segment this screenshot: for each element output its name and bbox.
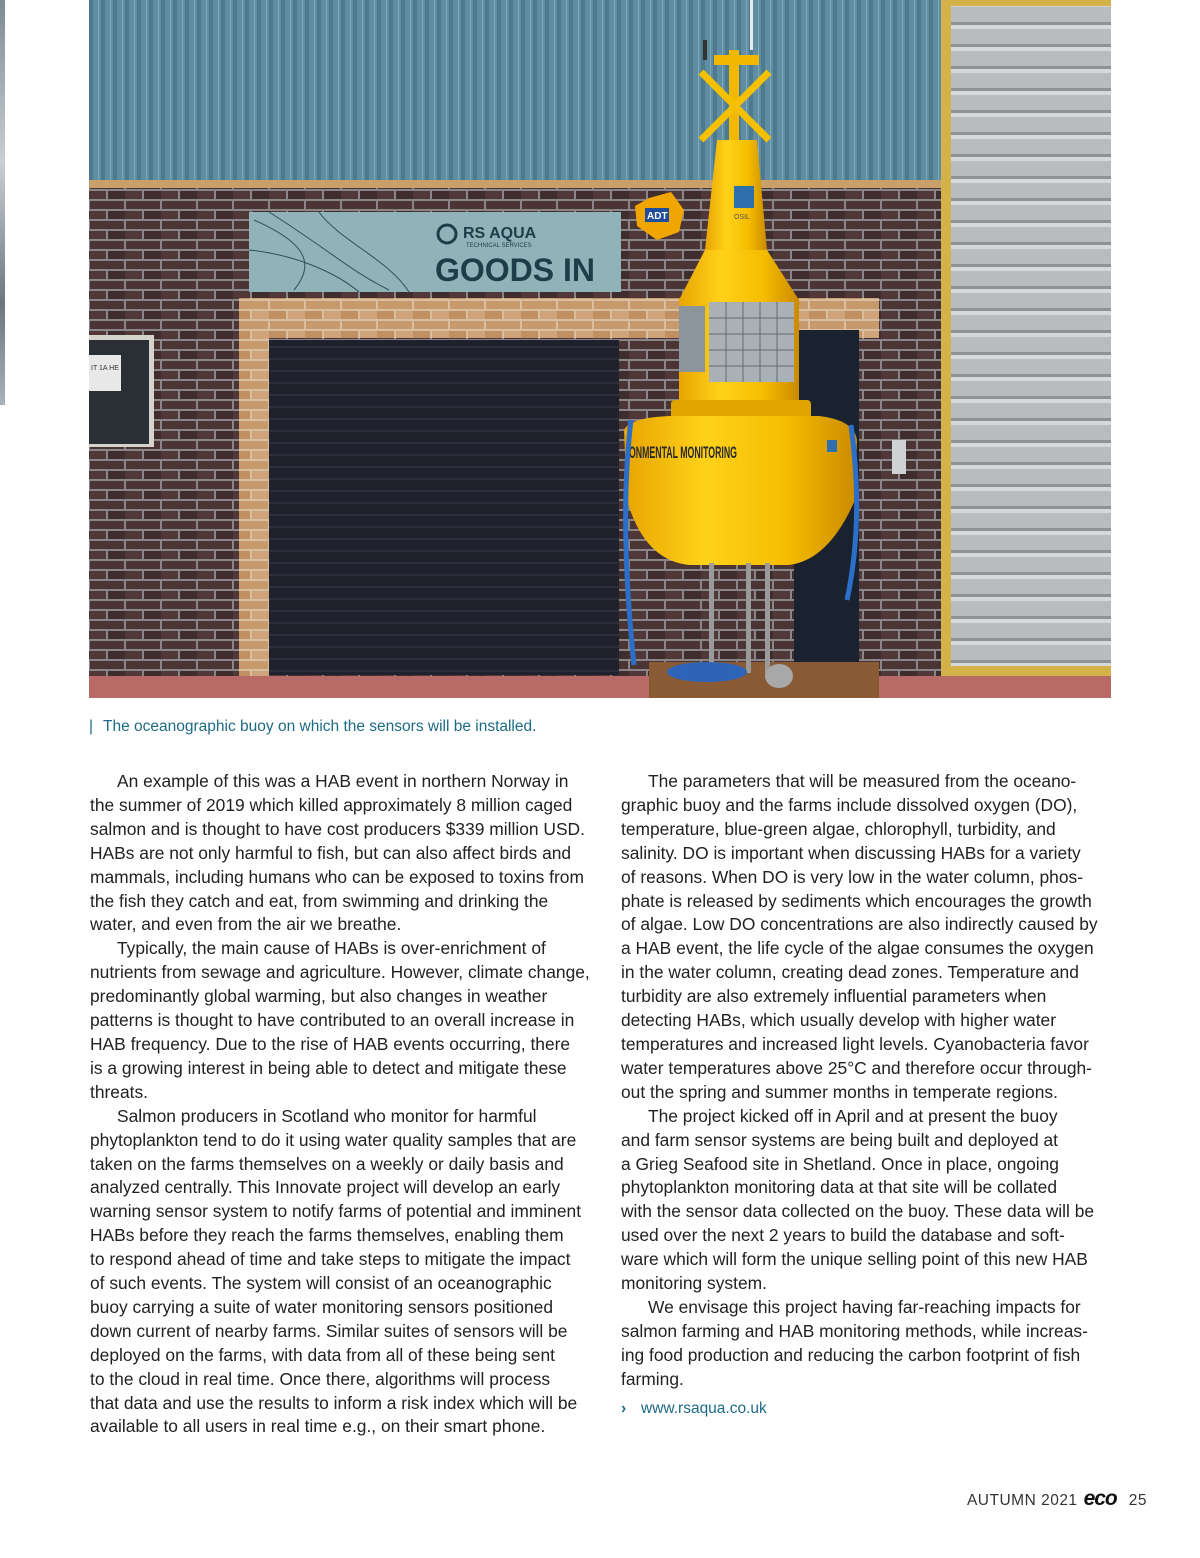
buoy-photo — [89, 0, 1111, 698]
text-line: temperatures and increased light levels. Cyanobacteria favor — [621, 1033, 1089, 1054]
text-line: in the water column, creating dead zones. Temperature and — [621, 962, 1079, 983]
text-line: Typically, the main cause of HABs is over-enrichment of — [117, 938, 546, 959]
text-line: buoy carrying a suite of water monitoring sensors positioned — [90, 1296, 554, 1317]
text-line: down current of nearby farms. Similar suites of sensors will be — [90, 1320, 568, 1341]
text-line: turbidity are also extremely influential parameters when — [621, 986, 1047, 1007]
text-line: HABs are not only harmful to fish, but can also affect birds and — [90, 842, 572, 863]
paragraph — [621, 1296, 1133, 1392]
text-line: threats. — [90, 1081, 148, 1102]
text-line: mammals, including humans who can be exposed to toxins from — [90, 866, 584, 887]
text-line: farming. — [621, 1368, 684, 1389]
right-column — [621, 770, 1133, 1420]
text-line: phate is released by sediments which encourages the growth — [621, 890, 1092, 911]
text-line: We envisage this project having far-reaching impacts for — [648, 1296, 1081, 1317]
photo-caption — [89, 717, 889, 737]
text-line: water temperatures above 25°C and therefore occur through- — [621, 1057, 1092, 1078]
text-line: The project kicked off in April and at present the buoy — [648, 1105, 1058, 1126]
text-line: deployed on the farms, with data from all of these being sent — [90, 1344, 555, 1365]
sign-subtitle-text: TECHNICAL SERVICES — [466, 243, 532, 249]
text-line: the fish they catch and eat, from swimming and drinking the — [90, 890, 549, 911]
text-line: used over the next 2 years to build the database and soft- — [621, 1225, 1065, 1246]
text-line: taken on the farms themselves on a weekly or daily basis and — [90, 1153, 564, 1174]
text-line: of such events. The system will consist of an oceanographic — [90, 1273, 552, 1294]
website-link-row — [621, 1397, 1133, 1421]
text-line: salmon and is thought to have cost producers $339 million USD. — [90, 818, 585, 839]
text-line: detecting HABs, which usually develop with higher water — [621, 1010, 1056, 1031]
paragraph — [90, 937, 602, 1104]
text-line: predominantly global warming, but also changes in weather — [90, 986, 548, 1007]
text-line: monitoring system. — [621, 1273, 767, 1294]
text-line: the summer of 2019 which killed approximately 8 million caged — [90, 794, 573, 815]
text-line: analyzed centrally. This Innovate project will develop an early — [90, 1177, 561, 1198]
text-line: of algae. Low DO concentrations are also indirectly caused by — [621, 914, 1098, 935]
text-line: The parameters that will be measured from the oceano- — [648, 771, 1077, 791]
sign-goods-text: GOODS IN — [435, 252, 595, 288]
text-line: available to all users in real time e.g., on their smart phone. — [90, 1416, 546, 1437]
buoy-hull-text: ONMENTAL MONITORING — [629, 443, 737, 462]
chevron-right-icon: › — [621, 1399, 627, 1417]
text-line: out the spring and summer months in temperate regions. — [621, 1081, 1058, 1102]
text-line: temperature, blue-green algae, chlorophyll, turbidity, and — [621, 818, 1056, 839]
footer-season: AUTUMN 2021 — [966, 1492, 1078, 1509]
text-line: salinity. DO is important when discussing HABs for a variety — [621, 842, 1081, 863]
paragraph — [90, 770, 602, 937]
text-line: to the cloud in real time. Once there, algorithms will process — [90, 1368, 551, 1389]
website-link[interactable]: www.rsaqua.co.uk — [641, 1399, 767, 1417]
text-line: of reasons. When DO is very low in the water column, phos- — [621, 866, 1084, 887]
text-line: with the sensor data collected on the buoy. These data will be — [621, 1201, 1095, 1222]
caption-text: The oceanographic buoy on which the sensors will be installed. — [103, 718, 537, 735]
text-line: Salmon producers in Scotland who monitor for harmful — [117, 1105, 537, 1126]
text-line: patterns is thought to have contributed to an overall increase in — [90, 1010, 575, 1031]
text-line: phytoplankton tend to do it using water quality samples that are — [90, 1129, 577, 1150]
caption-bar: | — [89, 718, 94, 735]
text-line: ing food production and reducing the carbon footprint of fish — [621, 1344, 1081, 1365]
text-line: water, and even from the air we breathe. — [90, 914, 402, 935]
text-line: and farm sensor systems are being built and deployed at — [621, 1129, 1058, 1150]
text-line: to respond ahead of time and take steps to mitigate the impact — [90, 1249, 571, 1270]
text-line: a Grieg Seafood site in Shetland. Once in place, ongoing — [621, 1153, 1059, 1174]
text-line: warning sensor system to notify farms of potential and imminent — [90, 1201, 582, 1222]
footer-brand-logo: eco — [1083, 1487, 1117, 1510]
left-column — [90, 770, 602, 1439]
text-line: HAB frequency. Due to the rise of HAB events occurring, there — [90, 1033, 571, 1054]
adjacent-page-edge — [0, 0, 5, 405]
page-footer — [967, 1487, 1147, 1511]
text-line: nutrients from sewage and agriculture. However, climate change, — [90, 962, 590, 983]
text-line: is a growing interest in being able to detect and mitigate these — [90, 1057, 567, 1078]
paragraph — [621, 1105, 1133, 1296]
sign-company-text: RS AQUA — [463, 225, 537, 242]
text-line: An example of this was a HAB event in northern Norway in — [117, 771, 569, 791]
text-line: that data and use the results to inform a risk index which will be — [90, 1392, 578, 1413]
paragraph — [90, 1105, 602, 1440]
text-line: phytoplankton monitoring data at that site will be collated — [621, 1177, 1057, 1198]
text-line: graphic buoy and the farms include dissolved oxygen (DO), — [621, 794, 1078, 815]
page-number: 25 — [1128, 1492, 1147, 1509]
text-line: HABs before they reach the farms themselves, enabling them — [90, 1225, 564, 1246]
paragraph — [621, 770, 1133, 1105]
text-line: ware which will form the unique selling point of this new HAB — [621, 1249, 1088, 1270]
alarm-text: ADT — [647, 211, 668, 222]
text-line: a HAB event, the life cycle of the algae consumes the oxygen — [621, 938, 1094, 959]
window-sign-text: IT 1A HE PWAY — [91, 365, 141, 372]
text-line: salmon farming and HAB monitoring methods, while increas- — [621, 1320, 1088, 1341]
buoy-brand-text: OSIL — [734, 214, 750, 221]
